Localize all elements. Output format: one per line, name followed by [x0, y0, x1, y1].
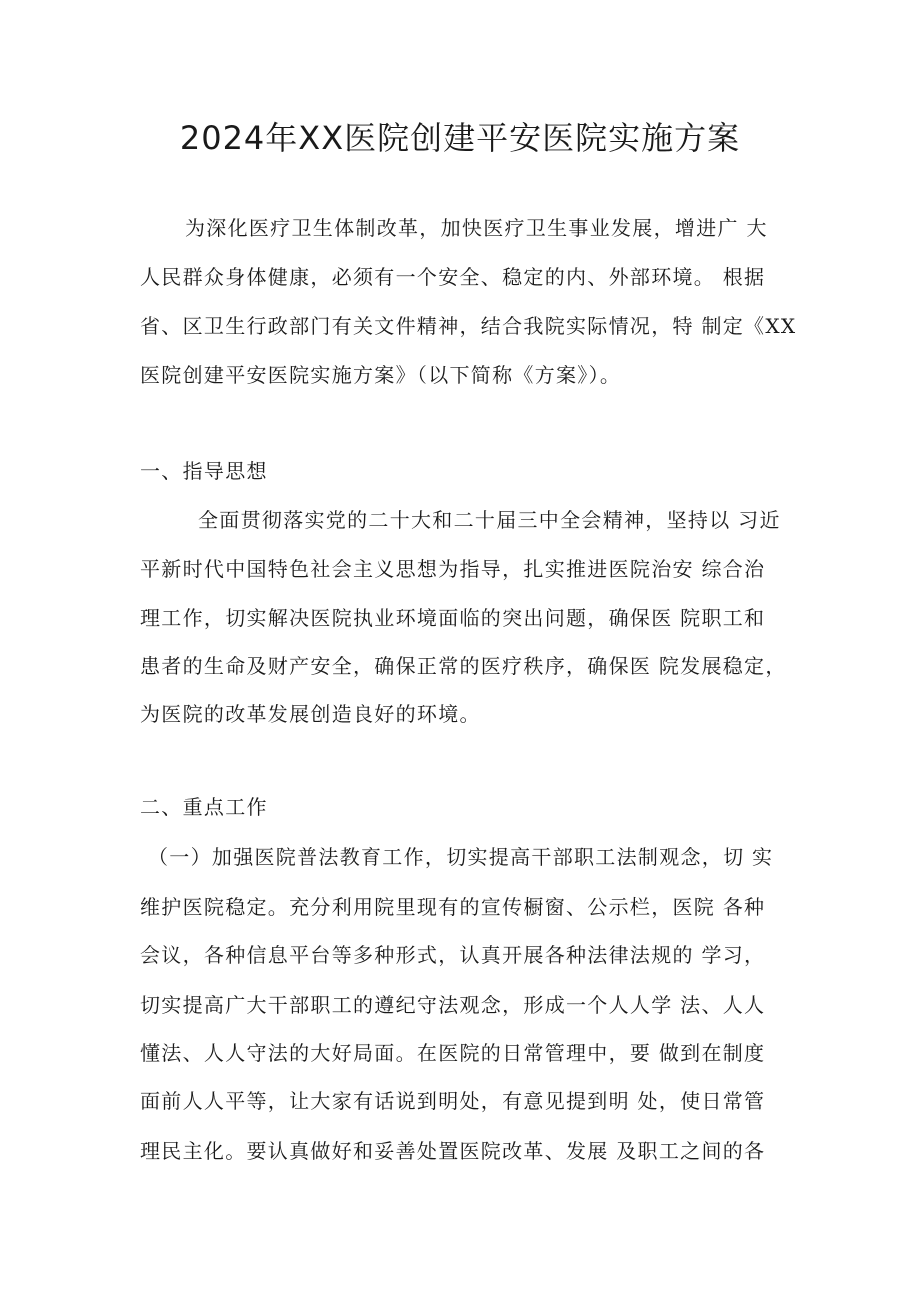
- section2-line: 理民主化。要认真做好和妥善处置医院改革、发展 及职工之间的各: [140, 1139, 766, 1163]
- intro-line: 医院创建平安医院实施方案》（以下简称《方案》）。: [140, 363, 622, 387]
- section-heading-guiding-thought: 一、指导思想: [140, 459, 268, 483]
- section-heading-key-work: 二、重点工作: [140, 795, 268, 819]
- section2-line: 会议，各种信息平台等多种形式，认真开展各种法律法规的 学习，: [140, 943, 766, 967]
- section2-line: （一）加强医院普法教育工作，切实提高干部职工法制观念，切 实: [148, 845, 774, 869]
- intro-line: 省、区卫生行政部门有关文件精神，结合我院实际情况，特 制定《XX: [140, 314, 797, 338]
- section1-line: 理工作，切实解决医院执业环境面临的突出问题，确保医 院职工和: [140, 606, 766, 630]
- section2-line: 维护医院稳定。充分利用院里现有的宣传橱窗、公示栏，医院 各种: [140, 895, 766, 919]
- intro-line: 人民群众身体健康，必须有一个安全、稳定的内、外部环境。 根据: [140, 265, 766, 289]
- section2-line: 面前人人平等，让大家有话说到明处，有意见提到明 处，使日常管: [140, 1089, 766, 1113]
- intro-line: 为深化医疗卫生体制改革，加快医疗卫生事业发展，增进广 大: [185, 216, 768, 240]
- section2-line: 切实提高广大干部职工的遵纪守法观念，形成一个人人学 法、人人: [140, 993, 766, 1017]
- section1-line: 平新时代中国特色社会主义思想为指导，扎实推进医院治安 综合治: [140, 557, 766, 581]
- document-title: 2024年XX医院创建平安医院实施方案: [179, 119, 741, 157]
- section1-line: 患者的生命及财产安全，确保正常的医疗秩序，确保医 院发展稳定，: [140, 654, 787, 678]
- section2-line: 懂法、人人守法的大好局面。在医院的日常管理中，要 做到在制度: [140, 1041, 766, 1065]
- section1-line: 全面贯彻落实党的二十大和二十届三中全会精神，坚持以 习近: [198, 508, 781, 532]
- section1-line: 为医院的改革发展创造良好的环境。: [140, 702, 481, 726]
